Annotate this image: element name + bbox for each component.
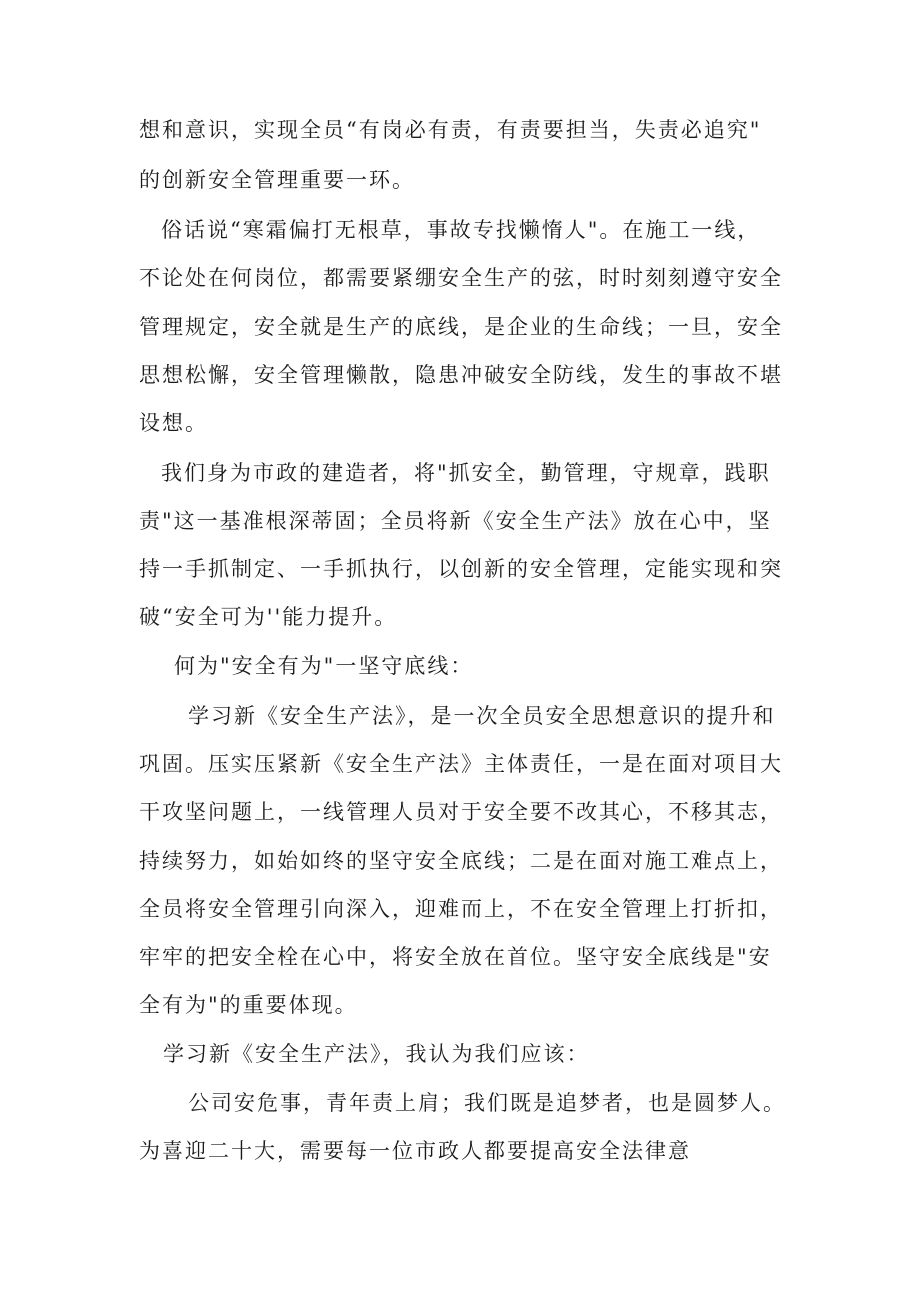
text-line: 牢牢的把安全栓在心中，将安全放在首位。坚守安全底线是"安 bbox=[139, 945, 772, 969]
text-line: 设想。 bbox=[139, 411, 208, 435]
text-line: 公司安危事，青年责上肩；我们既是追梦者，也是圆梦人。 bbox=[188, 1091, 786, 1115]
text-line: 想和意识，实现全员“有岗必有责，有责要担当，失责必追究" bbox=[139, 118, 762, 142]
text-line: 巩固。压实压紧新《安全生产法》主体责任，一是在面对项目大 bbox=[139, 752, 783, 776]
text-line: 不论处在何岗位，都需要紧绷安全生产的弦，时时刻刻遵守安全 bbox=[139, 266, 783, 290]
text-line: 干攻坚问题上，一线管理人员对于安全要不改其心，不移其志， bbox=[139, 800, 783, 824]
text-line: 管理规定，安全就是生产的底线，是企业的生命线；一旦，安全 bbox=[139, 315, 783, 339]
text-line: 全有为"的重要体现。 bbox=[139, 993, 358, 1017]
section-heading: 学习新《安全生产法》，我认为我们应该： bbox=[163, 1042, 590, 1066]
text-line: 思想松懈，安全管理懒散，隐患冲破安全防线，发生的事故不堪 bbox=[139, 363, 783, 387]
text-line: 持续努力，如始如终的坚守安全底线；二是在面对施工难点上， bbox=[139, 849, 783, 873]
section-heading: 何为"安全有为"一坚守底线： bbox=[174, 654, 474, 678]
text-line: 全员将安全管理引向深入，迎难而上，不在安全管理上打折扣， bbox=[139, 897, 783, 921]
text-line: 的创新安全管理重要一环。 bbox=[139, 168, 415, 192]
text-line: 为喜迎二十大，需要每一位市政人都要提高安全法律意 bbox=[139, 1139, 691, 1163]
text-line: 责"这一基准根深蒂固；全员将新《安全生产法》放在心中，坚 bbox=[139, 509, 772, 533]
text-line: 俗话说“寒霜偏打无根草，事故专找懒惰人"。在施工一线， bbox=[161, 218, 761, 242]
text-line: 破“安全可为''能力提升。 bbox=[139, 605, 398, 629]
text-line: 我们身为市政的建造者，将"抓安全，勤管理，守规章，践职 bbox=[161, 461, 771, 485]
text-line: 学习新《安全生产法》，是一次全员安全思想意识的提升和 bbox=[188, 704, 776, 728]
text-line: 持一手抓制定、一手抓执行，以创新的安全管理，定能实现和突 bbox=[139, 557, 783, 581]
